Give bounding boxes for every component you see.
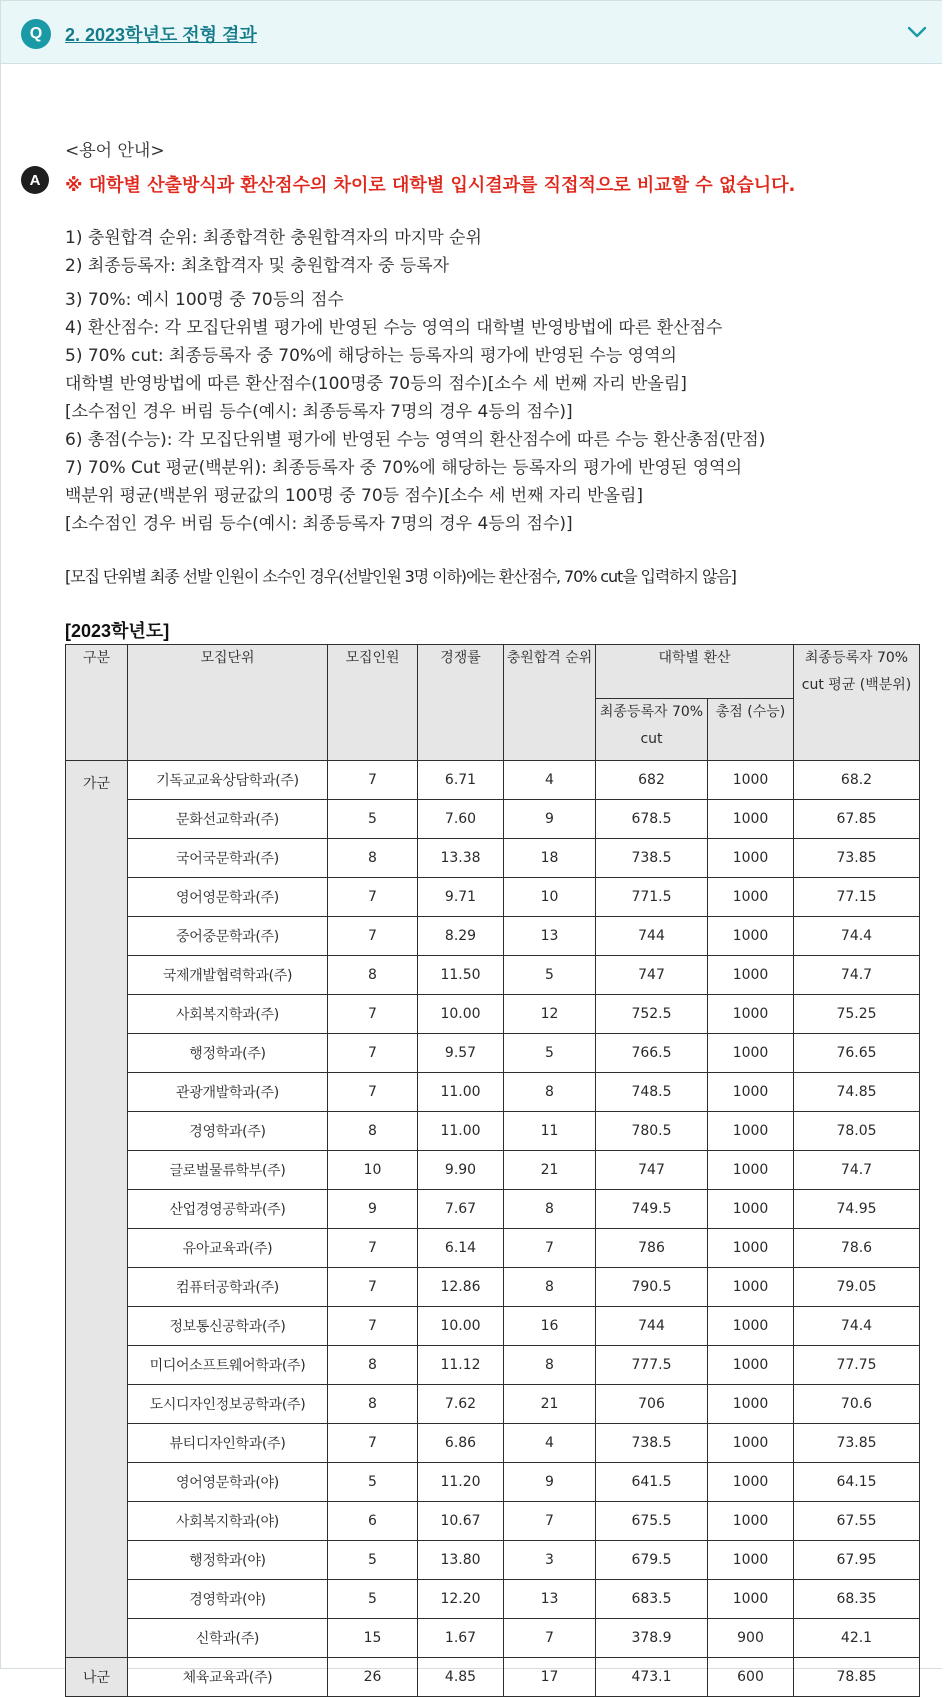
definition-line: [소수점인 경우 버림 등수(예시: 최종등록자 7명의 경우 4등의 점수)] xyxy=(65,402,573,422)
total-cell: 600 xyxy=(708,1658,794,1697)
rate-cell: 6.71 xyxy=(418,761,504,800)
quota-cell: 5 xyxy=(328,1463,418,1502)
unit-cell: 산업경영공학과(주) xyxy=(128,1190,328,1229)
rank-cell: 8 xyxy=(504,1268,596,1307)
total-cell: 1000 xyxy=(708,1073,794,1112)
rank-cell: 5 xyxy=(504,1034,596,1073)
quota-cell: 7 xyxy=(328,917,418,956)
quota-cell: 7 xyxy=(328,1424,418,1463)
header-unit: 모집단위 xyxy=(128,645,328,761)
quota-cell: 9 xyxy=(328,1190,418,1229)
cut-cell: 683.5 xyxy=(596,1580,708,1619)
cut-cell: 378.9 xyxy=(596,1619,708,1658)
question-title[interactable]: 2. 2023학년도 전형 결과 xyxy=(65,25,257,45)
avg-cell: 74.95 xyxy=(794,1190,920,1229)
table-row xyxy=(66,839,920,878)
quota-cell: 7 xyxy=(328,1034,418,1073)
selection-notice: [모집 단위별 최종 선발 인원이 소수인 경우(선발인원 3명 이하)에는 환산점수, 70% cut을 입력하지 않음] xyxy=(65,567,736,586)
table-row xyxy=(66,1658,920,1697)
rate-cell: 11.20 xyxy=(418,1463,504,1502)
unit-cell: 미디어소프트웨어학과(주) xyxy=(128,1346,328,1385)
rate-cell: 7.62 xyxy=(418,1385,504,1424)
cut-cell: 748.5 xyxy=(596,1073,708,1112)
definition-line: [소수점인 경우 버림 등수(예시: 최종등록자 7명의 경우 4등의 점수)] xyxy=(65,514,573,534)
rank-cell: 9 xyxy=(504,1463,596,1502)
quota-cell: 5 xyxy=(328,1580,418,1619)
quota-cell: 7 xyxy=(328,1268,418,1307)
terms-heading: <용어 안내> xyxy=(65,141,165,161)
avg-cell: 78.85 xyxy=(794,1658,920,1697)
cut-cell: 786 xyxy=(596,1229,708,1268)
unit-cell: 국제개발협력학과(주) xyxy=(128,956,328,995)
definitions xyxy=(65,224,765,538)
table-row xyxy=(66,995,920,1034)
total-cell: 1000 xyxy=(708,1112,794,1151)
avg-cell: 64.15 xyxy=(794,1463,920,1502)
rank-cell: 7 xyxy=(504,1229,596,1268)
chevron-down-icon[interactable] xyxy=(904,19,930,45)
rate-cell: 13.38 xyxy=(418,839,504,878)
unit-cell: 체육교육과(주) xyxy=(128,1658,328,1697)
avg-cell: 74.7 xyxy=(794,956,920,995)
rate-cell: 11.50 xyxy=(418,956,504,995)
unit-cell: 행정학과(야) xyxy=(128,1541,328,1580)
rank-cell: 21 xyxy=(504,1385,596,1424)
rank-cell: 12 xyxy=(504,995,596,1034)
rank-cell: 17 xyxy=(504,1658,596,1697)
cut-cell: 738.5 xyxy=(596,839,708,878)
avg-cell: 77.15 xyxy=(794,878,920,917)
table-row xyxy=(66,1541,920,1580)
rate-cell: 11.00 xyxy=(418,1112,504,1151)
avg-cell: 78.05 xyxy=(794,1112,920,1151)
rate-cell: 10.67 xyxy=(418,1502,504,1541)
avg-cell: 68.2 xyxy=(794,761,920,800)
avg-cell: 74.4 xyxy=(794,1307,920,1346)
cut-cell: 749.5 xyxy=(596,1190,708,1229)
rate-cell: 13.80 xyxy=(418,1541,504,1580)
rank-cell: 8 xyxy=(504,1190,596,1229)
results-table-body xyxy=(66,761,920,1697)
quota-cell: 8 xyxy=(328,956,418,995)
table-row xyxy=(66,917,920,956)
avg-cell: 67.55 xyxy=(794,1502,920,1541)
group-cell: 가군 xyxy=(66,761,128,1658)
quota-cell: 15 xyxy=(328,1619,418,1658)
rank-cell: 13 xyxy=(504,1580,596,1619)
cut-cell: 675.5 xyxy=(596,1502,708,1541)
total-cell: 1000 xyxy=(708,1034,794,1073)
total-cell: 1000 xyxy=(708,995,794,1034)
cut-cell: 679.5 xyxy=(596,1541,708,1580)
table-row xyxy=(66,761,920,800)
rank-cell: 13 xyxy=(504,917,596,956)
unit-cell: 유아교육과(주) xyxy=(128,1229,328,1268)
definition-line: 5) 70% cut: 최종등록자 중 70%에 해당하는 등록자의 평가에 반영된 수능 영역의 xyxy=(65,346,677,366)
rate-cell: 6.86 xyxy=(418,1424,504,1463)
rate-cell: 4.85 xyxy=(418,1658,504,1697)
answer-badge: A xyxy=(21,166,49,194)
cut-cell: 744 xyxy=(596,1307,708,1346)
cut-cell: 747 xyxy=(596,956,708,995)
year-label: [2023학년도] xyxy=(65,621,170,641)
rank-cell: 10 xyxy=(504,878,596,917)
rank-cell: 16 xyxy=(504,1307,596,1346)
table-row xyxy=(66,1268,920,1307)
avg-cell: 77.75 xyxy=(794,1346,920,1385)
avg-cell: 67.95 xyxy=(794,1541,920,1580)
rate-cell: 1.67 xyxy=(418,1619,504,1658)
cut-cell: 771.5 xyxy=(596,878,708,917)
rank-cell: 4 xyxy=(504,761,596,800)
rate-cell: 9.57 xyxy=(418,1034,504,1073)
header-category: 구분 xyxy=(66,645,128,761)
unit-cell: 중어중문학과(주) xyxy=(128,917,328,956)
quota-cell: 5 xyxy=(328,800,418,839)
header-quota: 모집인원 xyxy=(328,645,418,761)
cut-cell: 682 xyxy=(596,761,708,800)
rank-cell: 21 xyxy=(504,1151,596,1190)
table-row xyxy=(66,1190,920,1229)
rank-cell: 18 xyxy=(504,839,596,878)
rank-cell: 5 xyxy=(504,956,596,995)
table-row xyxy=(66,1619,920,1658)
quota-cell: 7 xyxy=(328,878,418,917)
unit-cell: 경영학과(야) xyxy=(128,1580,328,1619)
table-row xyxy=(66,1229,920,1268)
table-row xyxy=(66,1307,920,1346)
unit-cell: 글로벌물류학부(주) xyxy=(128,1151,328,1190)
cut-cell: 790.5 xyxy=(596,1268,708,1307)
header-total: 총점 (수능) xyxy=(708,699,794,761)
definition-line: 4) 환산점수: 각 모집단위별 평가에 반영된 수능 영역의 대학별 반영방법에 따른 환산점수 xyxy=(65,318,723,338)
quota-cell: 6 xyxy=(328,1502,418,1541)
total-cell: 1000 xyxy=(708,917,794,956)
unit-cell: 영어영문학과(야) xyxy=(128,1463,328,1502)
total-cell: 1000 xyxy=(708,839,794,878)
table-row xyxy=(66,956,920,995)
quota-cell: 7 xyxy=(328,995,418,1034)
rank-cell: 11 xyxy=(504,1112,596,1151)
rank-cell: 7 xyxy=(504,1619,596,1658)
total-cell: 1000 xyxy=(708,1190,794,1229)
cut-cell: 641.5 xyxy=(596,1463,708,1502)
unit-cell: 영어영문학과(주) xyxy=(128,878,328,917)
avg-cell: 75.25 xyxy=(794,995,920,1034)
total-cell: 900 xyxy=(708,1619,794,1658)
rate-cell: 8.29 xyxy=(418,917,504,956)
unit-cell: 사회복지학과(주) xyxy=(128,995,328,1034)
rate-cell: 11.00 xyxy=(418,1073,504,1112)
total-cell: 1000 xyxy=(708,1424,794,1463)
avg-cell: 79.05 xyxy=(794,1268,920,1307)
rate-cell: 11.12 xyxy=(418,1346,504,1385)
rank-cell: 8 xyxy=(504,1073,596,1112)
unit-cell: 경영학과(주) xyxy=(128,1112,328,1151)
definition-line: 2) 최종등록자: 최초합격자 및 충원합격자 중 등록자 xyxy=(65,256,450,276)
total-cell: 1000 xyxy=(708,1502,794,1541)
total-cell: 1000 xyxy=(708,1385,794,1424)
total-cell: 1000 xyxy=(708,800,794,839)
table-row xyxy=(66,1034,920,1073)
total-cell: 1000 xyxy=(708,1346,794,1385)
table-row xyxy=(66,1424,920,1463)
total-cell: 1000 xyxy=(708,761,794,800)
total-cell: 1000 xyxy=(708,1580,794,1619)
avg-cell: 73.85 xyxy=(794,1424,920,1463)
definition-line: 대학별 반영방법에 따른 환산점수(100명중 70등의 점수)[소수 세 번째 자리 반올림] xyxy=(65,374,687,394)
rate-cell: 7.67 xyxy=(418,1190,504,1229)
avg-cell: 78.6 xyxy=(794,1229,920,1268)
rate-cell: 9.71 xyxy=(418,878,504,917)
avg-cell: 76.65 xyxy=(794,1034,920,1073)
question-header[interactable] xyxy=(1,1,942,64)
avg-cell: 67.85 xyxy=(794,800,920,839)
definition-line: 6) 총점(수능): 각 모집단위별 평가에 반영된 수능 영역의 환산점수에 따른 수능 환산총점(만점) xyxy=(65,430,766,450)
avg-cell: 74.4 xyxy=(794,917,920,956)
rate-cell: 6.14 xyxy=(418,1229,504,1268)
unit-cell: 문화선교학과(주) xyxy=(128,800,328,839)
table-row xyxy=(66,1346,920,1385)
warning-text: ※ 대학별 산출방식과 환산점수의 차이로 대학별 입시결과를 직접적으로 비교할 수 없습니다. xyxy=(65,175,796,196)
unit-cell: 컴퓨터공학과(주) xyxy=(128,1268,328,1307)
unit-cell: 신학과(주) xyxy=(128,1619,328,1658)
quota-cell: 8 xyxy=(328,1346,418,1385)
quota-cell: 8 xyxy=(328,1385,418,1424)
cut-cell: 706 xyxy=(596,1385,708,1424)
avg-cell: 74.7 xyxy=(794,1151,920,1190)
header-cut70: 최종등록자 70% cut xyxy=(596,699,708,761)
definition-line: 백분위 평균(백분위 평균값의 100명 중 70등 점수)[소수 세 번째 자리 반올림] xyxy=(65,486,644,506)
cut-cell: 766.5 xyxy=(596,1034,708,1073)
header-conversion: 대학별 환산 xyxy=(596,645,794,699)
quota-cell: 5 xyxy=(328,1541,418,1580)
group-cell: 나군 xyxy=(66,1658,128,1697)
quota-cell: 26 xyxy=(328,1658,418,1697)
rate-cell: 12.20 xyxy=(418,1580,504,1619)
total-cell: 1000 xyxy=(708,878,794,917)
cut-cell: 678.5 xyxy=(596,800,708,839)
rate-cell: 9.90 xyxy=(418,1151,504,1190)
cut-cell: 744 xyxy=(596,917,708,956)
quota-cell: 10 xyxy=(328,1151,418,1190)
quota-cell: 7 xyxy=(328,761,418,800)
unit-cell: 사회복지학과(야) xyxy=(128,1502,328,1541)
quota-cell: 7 xyxy=(328,1073,418,1112)
cut-cell: 777.5 xyxy=(596,1346,708,1385)
rate-cell: 7.60 xyxy=(418,800,504,839)
unit-cell: 국어국문학과(주) xyxy=(128,839,328,878)
avg-cell: 42.1 xyxy=(794,1619,920,1658)
total-cell: 1000 xyxy=(708,1151,794,1190)
rank-cell: 3 xyxy=(504,1541,596,1580)
definition-line: 3) 70%: 예시 100명 중 70등의 점수 xyxy=(65,290,344,310)
total-cell: 1000 xyxy=(708,1541,794,1580)
total-cell: 1000 xyxy=(708,1307,794,1346)
quota-cell: 7 xyxy=(328,1307,418,1346)
cut-cell: 752.5 xyxy=(596,995,708,1034)
definition-line: 1) 충원합격 순위: 최종합격한 충원합격자의 마지막 순위 xyxy=(65,228,482,248)
table-row xyxy=(66,1580,920,1619)
rate-cell: 10.00 xyxy=(418,995,504,1034)
unit-cell: 뷰티디자인학과(주) xyxy=(128,1424,328,1463)
rate-cell: 10.00 xyxy=(418,1307,504,1346)
rank-cell: 8 xyxy=(504,1346,596,1385)
results-table xyxy=(65,644,920,1697)
avg-cell: 74.85 xyxy=(794,1073,920,1112)
unit-cell: 정보통신공학과(주) xyxy=(128,1307,328,1346)
definition-line: 7) 70% Cut 평균(백분위): 최종등록자 중 70%에 해당하는 등록자의 평가에 반영된 영역의 xyxy=(65,458,742,478)
cut-cell: 473.1 xyxy=(596,1658,708,1697)
cut-cell: 780.5 xyxy=(596,1112,708,1151)
header-avg: 최종등록자 70% cut 평균 (백분위) xyxy=(794,645,920,761)
total-cell: 1000 xyxy=(708,1268,794,1307)
total-cell: 1000 xyxy=(708,1463,794,1502)
quota-cell: 8 xyxy=(328,1112,418,1151)
unit-cell: 행정학과(주) xyxy=(128,1034,328,1073)
table-row xyxy=(66,1151,920,1190)
table-row xyxy=(66,1073,920,1112)
cut-cell: 738.5 xyxy=(596,1424,708,1463)
table-row xyxy=(66,800,920,839)
cut-cell: 747 xyxy=(596,1151,708,1190)
avg-cell: 70.6 xyxy=(794,1385,920,1424)
avg-cell: 68.35 xyxy=(794,1580,920,1619)
table-row xyxy=(66,1112,920,1151)
table-row xyxy=(66,1385,920,1424)
avg-cell: 73.85 xyxy=(794,839,920,878)
table-row xyxy=(66,878,920,917)
header-rate: 경쟁률 xyxy=(418,645,504,761)
rank-cell: 7 xyxy=(504,1502,596,1541)
rank-cell: 4 xyxy=(504,1424,596,1463)
table-row xyxy=(66,1502,920,1541)
header-rank: 충원합격 순위 xyxy=(504,645,596,761)
unit-cell: 도시디자인정보공학과(주) xyxy=(128,1385,328,1424)
rank-cell: 9 xyxy=(504,800,596,839)
rate-cell: 12.86 xyxy=(418,1268,504,1307)
quota-cell: 7 xyxy=(328,1229,418,1268)
unit-cell: 기독교교육상담학과(주) xyxy=(128,761,328,800)
unit-cell: 관광개발학과(주) xyxy=(128,1073,328,1112)
quota-cell: 8 xyxy=(328,839,418,878)
question-badge: Q xyxy=(21,19,51,49)
total-cell: 1000 xyxy=(708,1229,794,1268)
table-row xyxy=(66,1463,920,1502)
total-cell: 1000 xyxy=(708,956,794,995)
